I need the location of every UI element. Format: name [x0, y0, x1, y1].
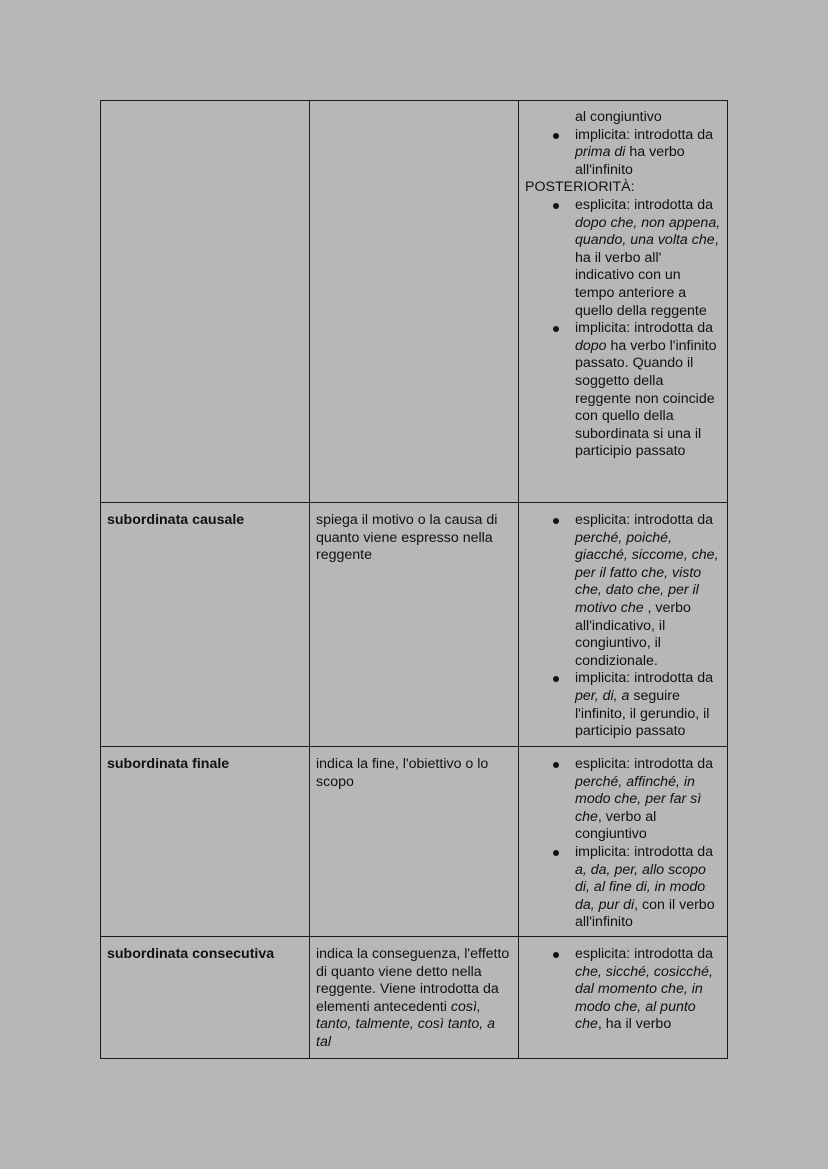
- text-run: ha verbo l'infinito passato. Quando il soggetto della reggente non coincide con quello della subordinata si una il participio passato: [575, 337, 717, 460]
- bullet-list: [525, 512, 721, 741]
- examples-cell: [519, 747, 728, 937]
- text-run: , verbo al congiuntivo: [575, 808, 657, 843]
- text-run: , verbo all'indicativo, il congiuntivo, il condizionale.: [575, 599, 691, 669]
- bullet-dot-icon: [553, 762, 559, 768]
- bullet-dot-icon: [553, 203, 559, 209]
- table-row: [101, 937, 728, 1059]
- table-row: [101, 101, 728, 503]
- definition-text: spiega il motivo o la causa di quanto viene espresso nella reggente: [316, 512, 498, 564]
- text-run: dopo che, non appena, quando, una volta che: [575, 214, 721, 249]
- term-label: subordinata causale: [107, 512, 245, 528]
- bullet-item: [525, 946, 721, 1034]
- section-label: POSTERIORITÀ:: [525, 179, 635, 196]
- text-run: implicita: introdotta da: [575, 126, 714, 143]
- definition-cell: [310, 937, 519, 1059]
- bullet-item: [525, 512, 721, 670]
- bullet-list: [525, 946, 721, 1034]
- term-cell: [101, 937, 310, 1059]
- bullet-item: [525, 670, 721, 740]
- examples-cell: [519, 101, 728, 503]
- bullet-dot-icon: [553, 850, 559, 856]
- text-run: , ha il verbo: [597, 1016, 672, 1033]
- text-run: implicita: introdotta da: [575, 843, 714, 860]
- definition-cell: [310, 101, 519, 503]
- bullet-item: [525, 844, 721, 932]
- text-run: che, sicché, cosicché, dal momento che, in modo che, al punto che: [575, 963, 713, 1033]
- text-run: seguire l'infinito, il gerundio, il participio passato: [575, 687, 710, 740]
- bullet-item: [525, 320, 721, 461]
- text-run: , ha il verbo all' indicativo con un tempo anteriore a quello della reggente: [575, 232, 719, 319]
- bullet-dot-icon: [553, 952, 559, 958]
- subordinate-clauses-table: [100, 100, 728, 1059]
- text-run: esplicita: introdotta da: [575, 512, 714, 528]
- text-run: prima di: [575, 144, 626, 161]
- bullet-dot-icon: [553, 133, 559, 139]
- definition-cell: [310, 747, 519, 937]
- bullet-dot-icon: [553, 326, 559, 332]
- text-run: implicita: introdotta da: [575, 670, 714, 687]
- text-run: , con il verbo all'infinito: [575, 896, 715, 931]
- table-row: [101, 503, 728, 747]
- text-run: implicita: introdotta da: [575, 320, 714, 337]
- examples-cell: [519, 937, 728, 1059]
- term-label: subordinata consecutiva: [107, 946, 275, 962]
- text-run: per, di, a: [575, 687, 630, 704]
- text-run: esplicita: introdotta da: [575, 946, 714, 962]
- text-run: ha verbo all'infinito: [575, 144, 685, 178]
- text-run: perché, poiché, giacché, siccome, che, per il fatto che, visto che, dato che, per il motivo che: [575, 529, 719, 616]
- term-cell: [101, 503, 310, 747]
- bullet-item: [525, 197, 721, 320]
- bullet-dot-icon: [553, 518, 559, 524]
- term-cell: [101, 747, 310, 937]
- term-cell: [101, 101, 310, 503]
- bullet-list: [525, 756, 721, 932]
- text-run: esplicita: introdotta da: [575, 196, 714, 213]
- definition-text: indica la fine, l'obiettivo o lo scopo: [316, 756, 489, 790]
- examples-cell: [519, 503, 728, 747]
- text-run: indica la conseguenza, l'effetto di quanto viene detto nella reggente. Viene introdotta da elementi antecedenti: [316, 946, 510, 1015]
- term-label: subordinata finale: [107, 756, 230, 772]
- text-run: così, tanto, talmente, così tanto, a tal: [316, 998, 496, 1050]
- bullet-dot-icon: [553, 676, 559, 682]
- table-row: [101, 747, 728, 937]
- text-run: a, da, per, allo scopo di, al fine di, in modo da, pur di: [575, 861, 706, 913]
- text-run: perché, affinché, in modo che, per far sì che: [575, 773, 702, 825]
- text-run: dopo: [575, 337, 607, 354]
- definition-text: [316, 946, 509, 1050]
- continued-text: al congiuntivo: [575, 109, 662, 125]
- bullet-list: [525, 127, 721, 180]
- bullet-list: [525, 197, 721, 461]
- bullet-item: [525, 756, 721, 844]
- definition-cell: [310, 503, 519, 747]
- bullet-item: [525, 127, 721, 180]
- text-run: esplicita: introdotta da: [575, 756, 714, 772]
